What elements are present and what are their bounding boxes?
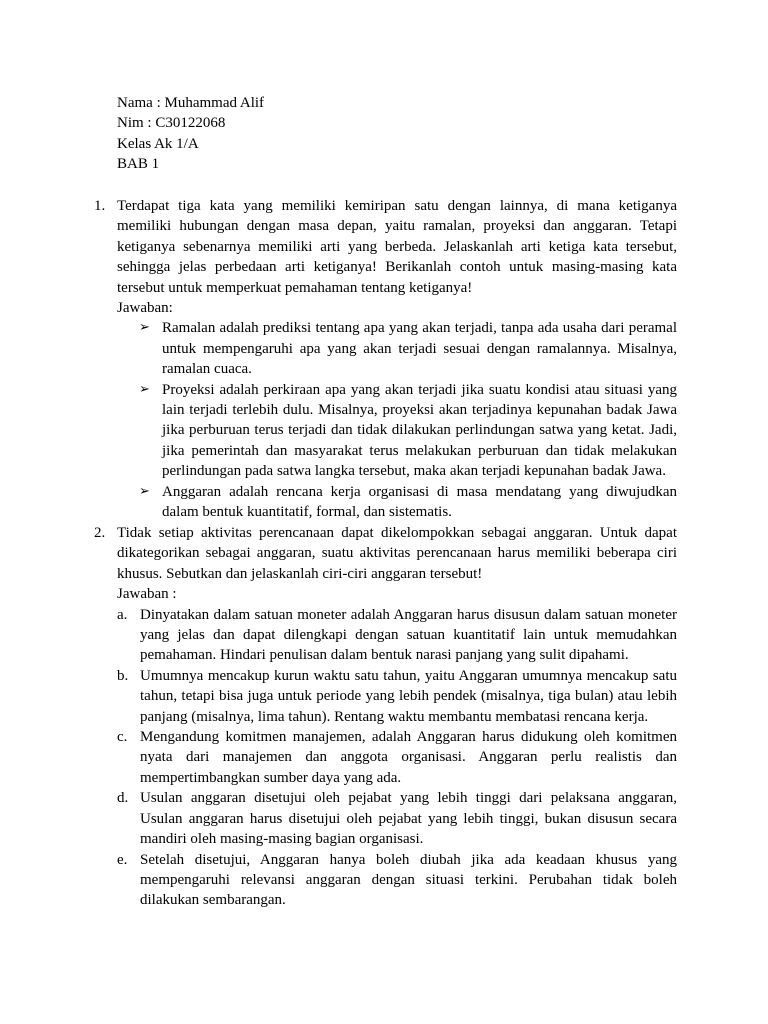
bullet-ramalan <box>139 318 677 379</box>
list-marker: c. <box>117 729 128 746</box>
list-item-text: Dinyatakan dalam satuan moneter adalah Anggaran harus disusun dalam satuan moneter yang jelas dan dapat dilengkapi dengan satuan kuantitatif lain untuk memudahkan pemahaman. Hindari penulisan dalam bentuk narasi panjang yang sulit dipahami. <box>140 606 677 664</box>
bullet-text: Proyeksi adalah perkiraan apa yang akan terjadi jika suatu kondisi atau situasi yang lain terjadi terlebih dulu. Misalnya, proyeksi akan terjadinya kepunahan badak Jawa jika perburuan terus terjadi dan tidak dilakukan perlindungan satwa yang ketat. Jadi, jika pemerintah dan masyarakat terus melakukan perburuan dan tidak melakukan perlindungan pada satwa langka tersebut, maka akan terjadi kepunahan badak Jawa. <box>162 381 677 480</box>
student-nim: Nim : C30122068 <box>117 115 226 132</box>
list-item-text: Mengandung komitmen manajemen, adalah Anggaran harus didukung oleh komitmen nyata dari manajemen dan anggota organisasi. Anggaran perlu realistis dan mempertimbangkan sumber daya yang ada. <box>140 729 677 786</box>
question-1-number: 1. <box>94 198 106 214</box>
list-marker: d. <box>117 790 129 807</box>
chapter-title: BAB 1 <box>117 156 160 173</box>
arrow-bullet-icon: ➢ <box>139 381 150 397</box>
list-item <box>117 605 677 666</box>
student-class: Kelas Ak 1/A <box>117 135 199 152</box>
list-marker: b. <box>117 667 129 684</box>
list-item-text: Usulan anggaran disetujui oleh pejabat yang lebih tinggi dari pelaksana anggaran, Usulan anggaran harus disetujui oleh pejabat yang lebih tinggi, bukan disusun secara mandiri oleh masing-masing bagian organisasi. <box>140 790 677 848</box>
question-1-answer-label: Jawaban: <box>117 300 173 317</box>
bullet-text: Ramalan adalah prediksi tentang apa yang akan terjadi, tanpa ada usaha dari peramal untuk mempengaruhi apa yang akan terjadi sesuai dengan ramalannya. Misalnya, ramalan cuaca. <box>162 320 677 378</box>
list-item-text: Umumnya mencakup kurun waktu satu tahun, yaitu Anggaran umumnya mencakup satu tahun, tetapi bisa juga untuk periode yang lebih pendek (misalnya, tiga bulan) atau lebih panjang (misalnya, lima tahun). Rentang waktu membantu membatasi rencana kerja. <box>140 667 677 725</box>
list-marker: e. <box>117 851 128 868</box>
bullet-anggaran <box>139 482 677 523</box>
question-2-text: Tidak setiap aktivitas perencanaan dapat dikelompokkan sebagai anggaran. Untuk dapat dikategorikan sebagai anggaran, suatu aktivitas perencanaan harus memiliki beberapa ciri khusus. Sebutkan dan jelaskanlah ciri-ciri anggaran tersebut! <box>117 525 677 582</box>
question-1-text: Terdapat tiga kata yang memiliki kemiripan satu dengan lainnya, di mana ketiganya memiliki hubungan dengan masa depan, yaitu ramalan, proyeksi dan anggaran. Tetapi ketiganya sebenarnya memiliki arti yang berbeda. Jelaskanlah arti ketiga kata tersebut, sehingga jelas perbedaan arti ketiganya! Berikanlah contoh untuk masing-masing kata tersebut untuk memperkuat pemahaman tentang ketiganya! <box>117 198 677 296</box>
list-marker: a. <box>117 606 128 623</box>
student-header <box>117 93 677 175</box>
question-2 <box>94 523 678 911</box>
list-item <box>117 666 677 727</box>
list-item <box>117 727 677 788</box>
question-2-number: 2. <box>94 525 106 541</box>
arrow-bullet-icon: ➢ <box>139 320 150 336</box>
list-item-text: Setelah disetujui, Anggaran hanya boleh diubah jika ada keadaan khusus yang mempengaruhi relevansi anggaran dengan situasi terkini. Perubahan tidak boleh dilakukan sembarangan. <box>140 851 677 909</box>
question-2-answer-label: Jawaban : <box>117 586 177 603</box>
bullet-text: Anggaran adalah rencana kerja organisasi di masa mendatang yang diwujudkan dalam bentuk kuantitatif, formal, dan sistematis. <box>162 483 677 521</box>
question-1 <box>94 196 678 523</box>
list-item <box>117 850 677 911</box>
student-name: Nama : Muhammad Alif <box>117 95 265 111</box>
list-item <box>117 788 677 849</box>
bullet-proyeksi <box>139 380 677 482</box>
arrow-bullet-icon: ➢ <box>139 483 150 499</box>
